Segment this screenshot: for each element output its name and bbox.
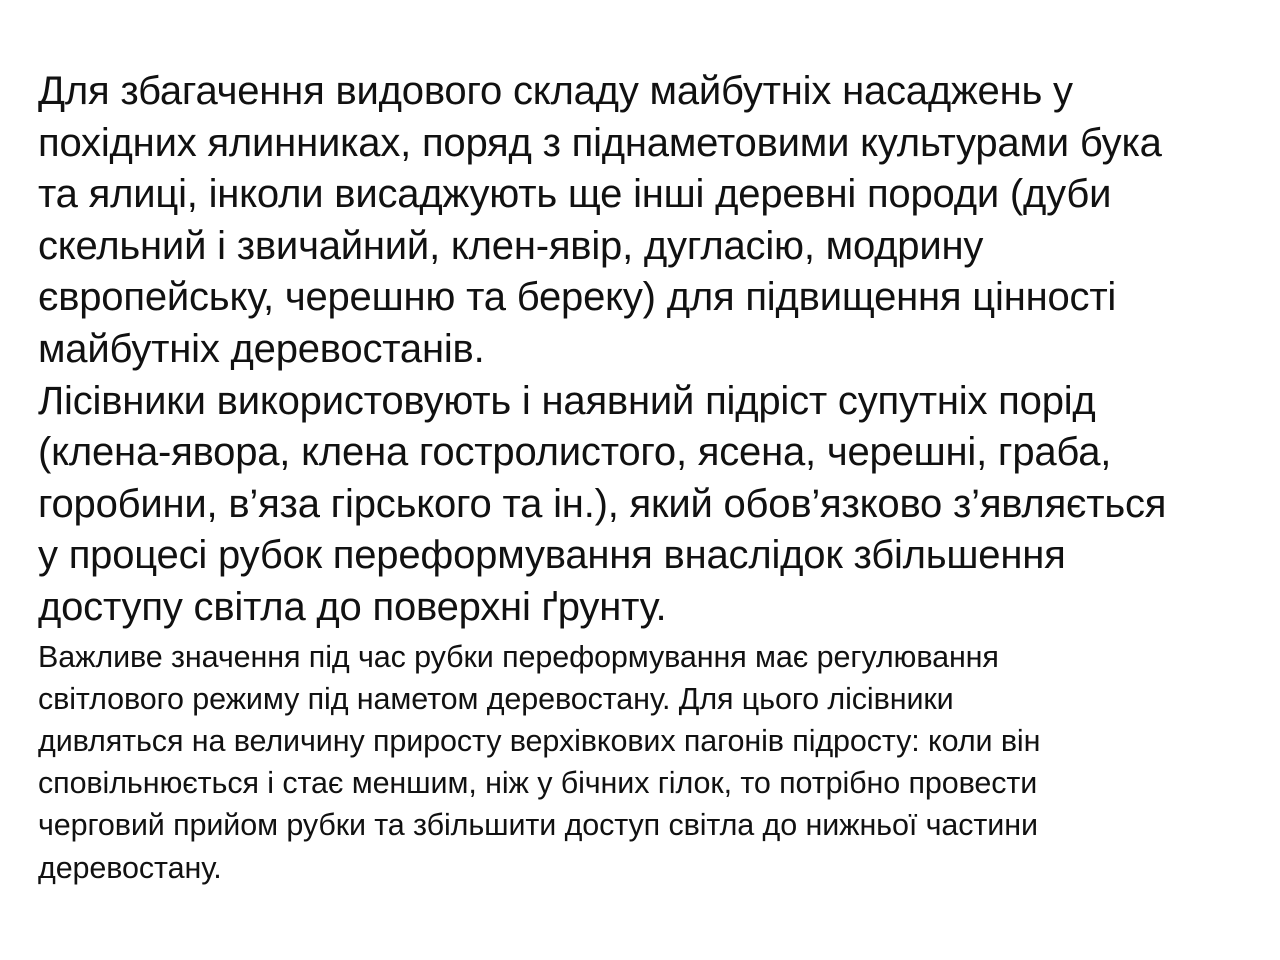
text-line: горобини, в’яза гірського та ін.), який обов’язково з’являється xyxy=(38,481,1167,526)
text-line: (клена-явора, клена гостролистого, ясена, черешні, граба, xyxy=(38,430,1112,475)
text-line: у процесі рубок переформування внаслідок збільшення xyxy=(38,533,1066,578)
text-line: деревостану. xyxy=(38,850,222,885)
paragraph-undergrowth-usage xyxy=(38,376,1268,634)
text-line: дивляться на величину приросту верхівкових пагонів підросту: коли він xyxy=(38,723,1041,758)
paragraph-light-regime xyxy=(38,636,1268,889)
text-line: скельний і звичайний, клен-явір, дугласію, модрину xyxy=(38,223,984,268)
text-line: майбутніх деревостанів. xyxy=(38,326,485,371)
paragraph-species-enrichment xyxy=(38,66,1268,376)
text-line: європейську, черешню та береку) для підвищення цінності xyxy=(38,275,1117,320)
text-line: черговий прийом рубки та збільшити доступ світла до нижньої частини xyxy=(38,808,1038,843)
text-line: похідних ялинниках, поряд з піднаметовими культурами бука xyxy=(38,120,1162,165)
text-line: та ялиці, інколи висаджують ще інші деревні породи (дуби xyxy=(38,172,1112,217)
text-line: Лісівники використовують і наявний підріст супутніх порід xyxy=(38,378,1096,423)
text-line: Для збагачення видового складу майбутніх насаджень у xyxy=(38,69,1073,113)
text-line: Важливе значення під час рубки переформування має регулювання xyxy=(38,639,999,674)
text-line: світлового режиму під наметом деревостану. Для цього лісівники xyxy=(38,681,954,716)
text-line: сповільнюється і стає меншим, ніж у бічних гілок, то потрібно провести xyxy=(38,766,1038,801)
text-line: доступу світла до поверхні ґрунту. xyxy=(38,584,667,629)
slide-content xyxy=(38,66,1268,889)
